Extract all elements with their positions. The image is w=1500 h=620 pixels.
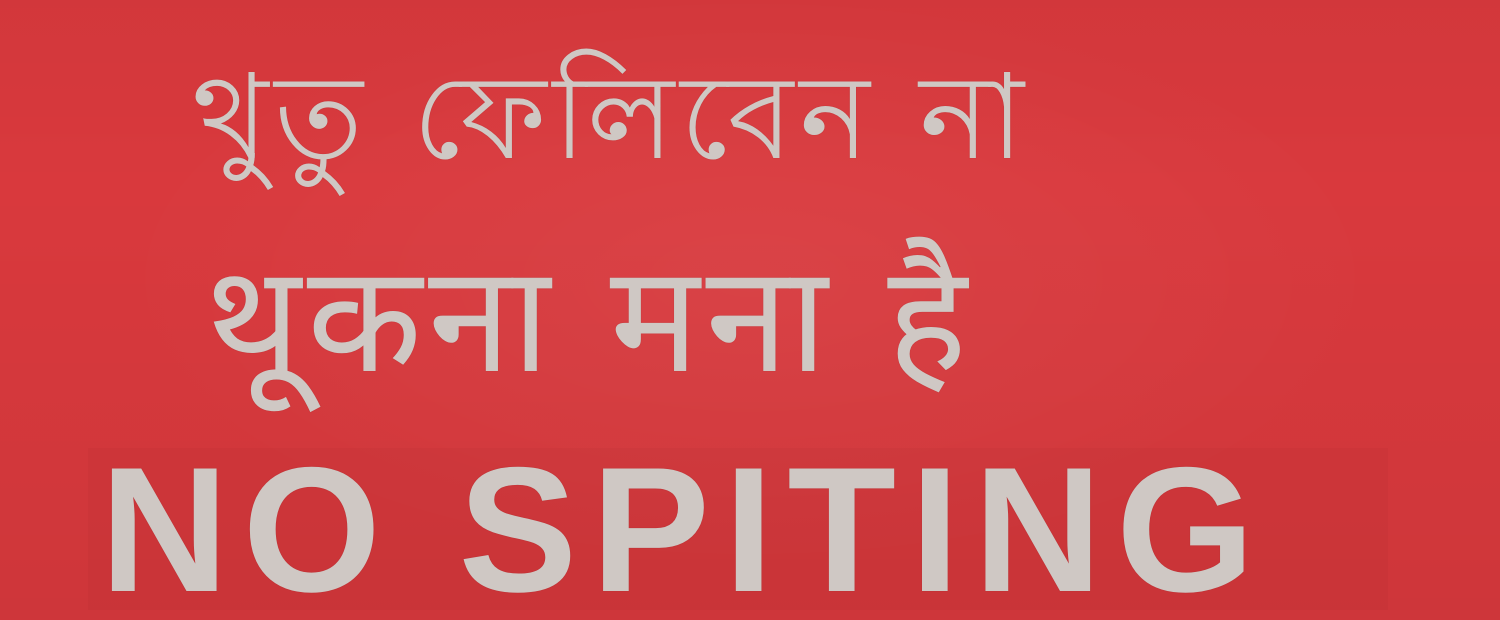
english-warning-text: NO SPITING (100, 430, 1269, 620)
hindi-warning-text: थूकना मना है (205, 233, 973, 407)
bengali-warning-text: থুতু ফেলিবেন না (192, 48, 1030, 186)
